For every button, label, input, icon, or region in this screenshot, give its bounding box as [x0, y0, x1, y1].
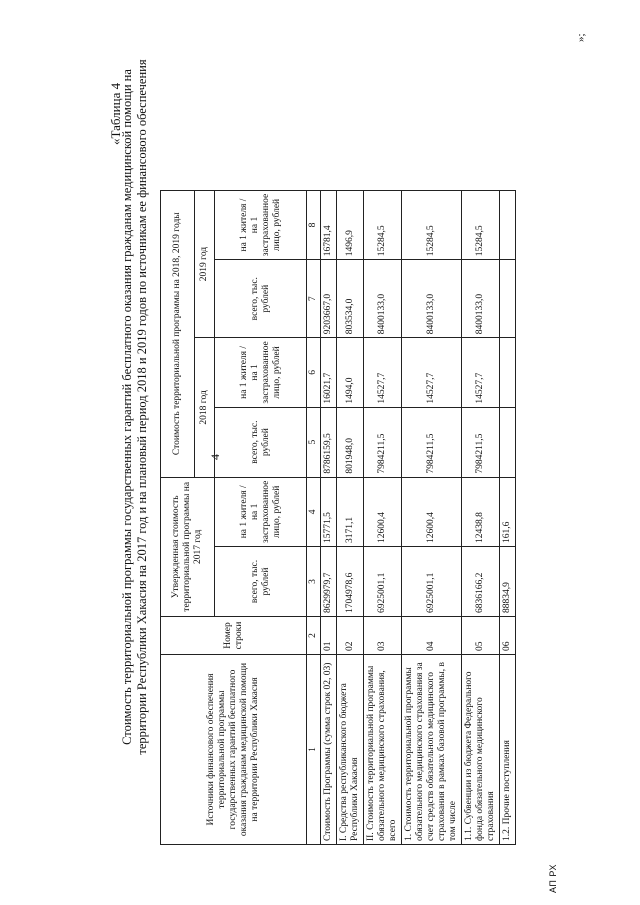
total-2019: 8400133,0	[364, 260, 402, 338]
total-2019: 8400133,0	[462, 260, 500, 338]
header-total-2018: всего, тыс. рублей	[215, 407, 307, 477]
per-capita-2018: 16021,7	[321, 338, 337, 407]
row-number: 01	[321, 617, 337, 655]
total-2018: 7984211,5	[364, 407, 402, 477]
per-capita-2019: 16781,4	[321, 190, 337, 259]
column-index-row	[307, 190, 321, 844]
per-capita-2017: 161,6	[500, 477, 516, 546]
total-2019: 803534,0	[337, 260, 364, 338]
per-capita-2017: 15771,5	[321, 477, 337, 546]
total-2018	[500, 407, 516, 477]
per-capita-2018	[500, 338, 516, 407]
header-year-2018: 2018 год	[195, 338, 215, 477]
column-index: 4	[307, 477, 321, 546]
per-capita-2018: 14527,7	[402, 338, 462, 407]
header-year-2019: 2019 год	[195, 190, 215, 337]
row-source: 1. Стоимость территориальной программы обязательного медицинского страхования за счет средств обязательного медицинского страхования в рамках базовой программы, в том числе	[402, 655, 462, 845]
table-row	[321, 190, 337, 844]
per-capita-2018: 1494,0	[337, 338, 364, 407]
header-row-number: Номер строки	[161, 617, 307, 655]
per-capita-2019: 15284,5	[402, 190, 462, 259]
per-capita-2017: 12438,8	[462, 477, 500, 546]
total-2019	[500, 260, 516, 338]
row-source: 1.1. Субвенции из бюджета Федерального фонда обязательного медицинского страхования	[462, 655, 500, 845]
row-number: 05	[462, 617, 500, 655]
title-line-2: территории Республики Хакасия на 2017 год и на плановый период 2018 и 2019 годов по источникам ее финансового обеспечения	[135, 59, 149, 755]
header-per-capita-2018: на 1 жителя / на 1 застрахованное лицо, рублей	[215, 338, 307, 407]
row-number: 06	[500, 617, 516, 655]
total-2017: 6925001,1	[364, 547, 402, 617]
row-source: I. Средства республиканского бюджета Республики Хакасия	[337, 655, 364, 845]
row-number: 02	[337, 617, 364, 655]
row-number: 04	[402, 617, 462, 655]
per-capita-2017: 12600,4	[364, 477, 402, 546]
per-capita-2018: 14527,7	[364, 338, 402, 407]
header-total-2017: всего, тыс. рублей	[215, 547, 307, 617]
column-index: 7	[307, 260, 321, 338]
header-source: Источники финансового обеспечения территориальной программы государственных гарантий бесплатного оказания гражданам медицинской помощи на территории Республики Хакасия	[161, 655, 307, 845]
per-capita-2019	[500, 190, 516, 259]
row-source: 1.2. Прочие поступления	[500, 655, 516, 845]
per-capita-2017: 12600,4	[402, 477, 462, 546]
per-capita-2018: 14527,7	[462, 338, 500, 407]
total-2017: 6836166,2	[462, 547, 500, 617]
per-capita-2019: 1496,9	[337, 190, 364, 259]
title-line-1: Стоимость территориальной программы государственных гарантий бесплатного оказания гражданам медицинской помощи на	[120, 69, 134, 745]
per-capita-2017: 3171,1	[337, 477, 364, 546]
total-2017: 8629979,7	[321, 547, 337, 617]
column-index: 6	[307, 338, 321, 407]
column-index: 8	[307, 190, 321, 259]
table-row	[337, 190, 364, 844]
total-2018: 7984211,5	[462, 407, 500, 477]
column-index: 1	[307, 655, 321, 845]
header-per-capita-2017: на 1 жителя / на 1 застрахованное лицо, рублей	[215, 477, 307, 546]
total-2019: 9203667,0	[321, 260, 337, 338]
per-capita-2019: 15284,5	[462, 190, 500, 259]
table-row	[462, 190, 500, 844]
header-approved-2017: Утвержденная стоимость территориальной программы на 2017 год	[161, 477, 215, 616]
table-title	[120, 27, 150, 787]
total-2018: 801948,0	[337, 407, 364, 477]
total-2017: 88834,9	[500, 547, 516, 617]
table-row	[364, 190, 402, 844]
table-row	[500, 190, 516, 844]
cost-table	[160, 190, 516, 845]
row-source: II. Стоимость территориальной программы обязательного медицинского страхования, всего	[364, 655, 402, 845]
table-label: «Таблица 4	[108, 82, 123, 145]
closing-mark: »;	[575, 33, 587, 42]
row-number: 03	[364, 617, 402, 655]
column-index: 5	[307, 407, 321, 477]
footer-mark: АП РХ	[548, 864, 558, 893]
header-per-capita-2019: на 1 жителя / на 1 застрахованное лицо, рублей	[215, 190, 307, 259]
total-2019: 8400133,0	[402, 260, 462, 338]
total-2018: 8786159,5	[321, 407, 337, 477]
page-number: 4	[208, 454, 222, 460]
header-total-2019: всего, тыс. рублей	[215, 260, 307, 338]
total-2018: 7984211,5	[402, 407, 462, 477]
header-cost-2018-2019: Стоимость территориальной программы на 2018, 2019 годы	[161, 190, 195, 477]
column-index: 2	[307, 617, 321, 655]
total-2017: 1704978,6	[337, 547, 364, 617]
row-source: Стоимость Программы (сумма строк 02, 03)	[321, 655, 337, 845]
column-index: 3	[307, 547, 321, 617]
per-capita-2019: 15284,5	[364, 190, 402, 259]
total-2017: 6925001,1	[402, 547, 462, 617]
table-row	[402, 190, 462, 844]
